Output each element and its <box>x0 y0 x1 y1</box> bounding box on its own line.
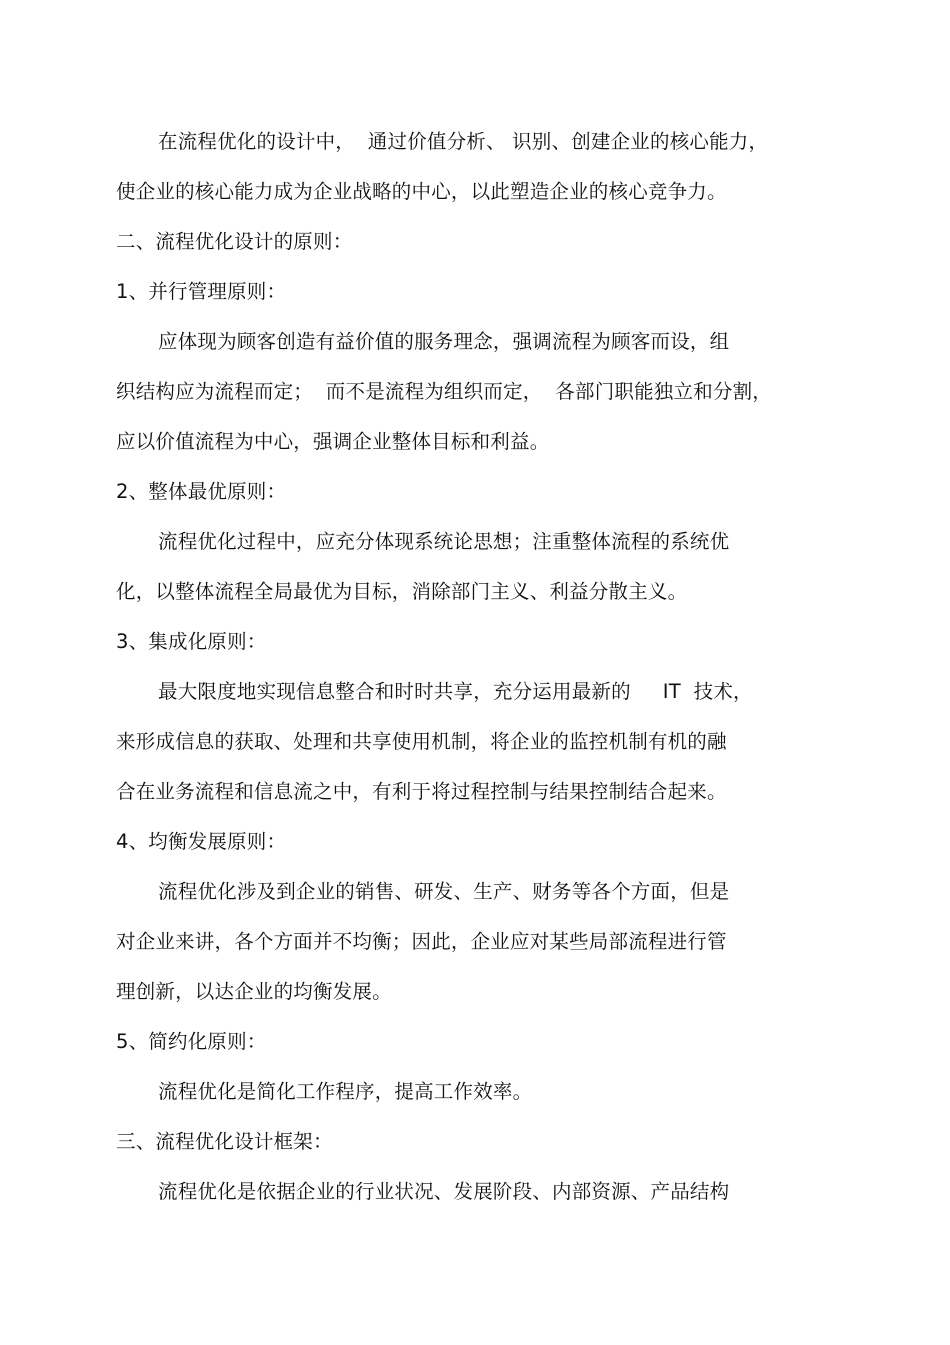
paragraph-line: 理创新，以达企业的均衡发展。 <box>116 980 392 1003</box>
paragraph-line: 应体现为顾客创造有益价值的服务理念，强调流程为顾客而设，组 <box>158 330 730 353</box>
paragraph-line: 在流程优化的设计中， 通过价值分析、 识别、创建企业的核心能力， <box>158 130 769 153</box>
subsection-heading: 2、整体最优原则： <box>116 480 287 503</box>
paragraph-line: 使企业的核心能力成为企业战略的中心，以此塑造企业的核心竞争力。 <box>116 180 727 203</box>
section-heading: 三、流程优化设计框架： <box>116 1130 333 1153</box>
paragraph-line: 来形成信息的获取、处理和共享使用机制，将企业的监控机制有机的融 <box>116 730 727 753</box>
paragraph-line: 应以价值流程为中心，强调企业整体目标和利益。 <box>116 430 550 453</box>
paragraph-line: 最大限度地实现信息整合和时时共享，充分运用最新的 IT 技术， <box>158 680 753 703</box>
paragraph-line: 对企业来讲，各个方面并不均衡；因此，企业应对某些局部流程进行管 <box>116 930 727 953</box>
subsection-heading: 4、均衡发展原则： <box>116 830 287 853</box>
paragraph-line: 流程优化是简化工作程序，提高工作效率。 <box>158 1080 533 1103</box>
paragraph-line: 流程优化是依据企业的行业状况、发展阶段、内部资源、产品结构 <box>158 1180 730 1203</box>
subsection-heading: 3、集成化原则： <box>116 630 267 653</box>
paragraph-line: 流程优化过程中，应充分体现系统论思想；注重整体流程的系统优 <box>158 530 730 553</box>
paragraph-line: 化，以整体流程全局最优为目标，消除部门主义、利益分散主义。 <box>116 580 688 603</box>
paragraph-line: 流程优化涉及到企业的销售、研发、生产、财务等各个方面，但是 <box>158 880 730 903</box>
paragraph-line: 织结构应为流程而定； 而不是流程为组织而定， 各部门职能独立和分割， <box>116 380 772 403</box>
paragraph-line: 合在业务流程和信息流之中，有利于将过程控制与结果控制结合起来。 <box>116 780 727 803</box>
section-heading: 二、流程优化设计的原则： <box>116 230 353 253</box>
subsection-heading: 1、并行管理原则： <box>116 280 287 303</box>
subsection-heading: 5、简约化原则： <box>116 1030 267 1053</box>
